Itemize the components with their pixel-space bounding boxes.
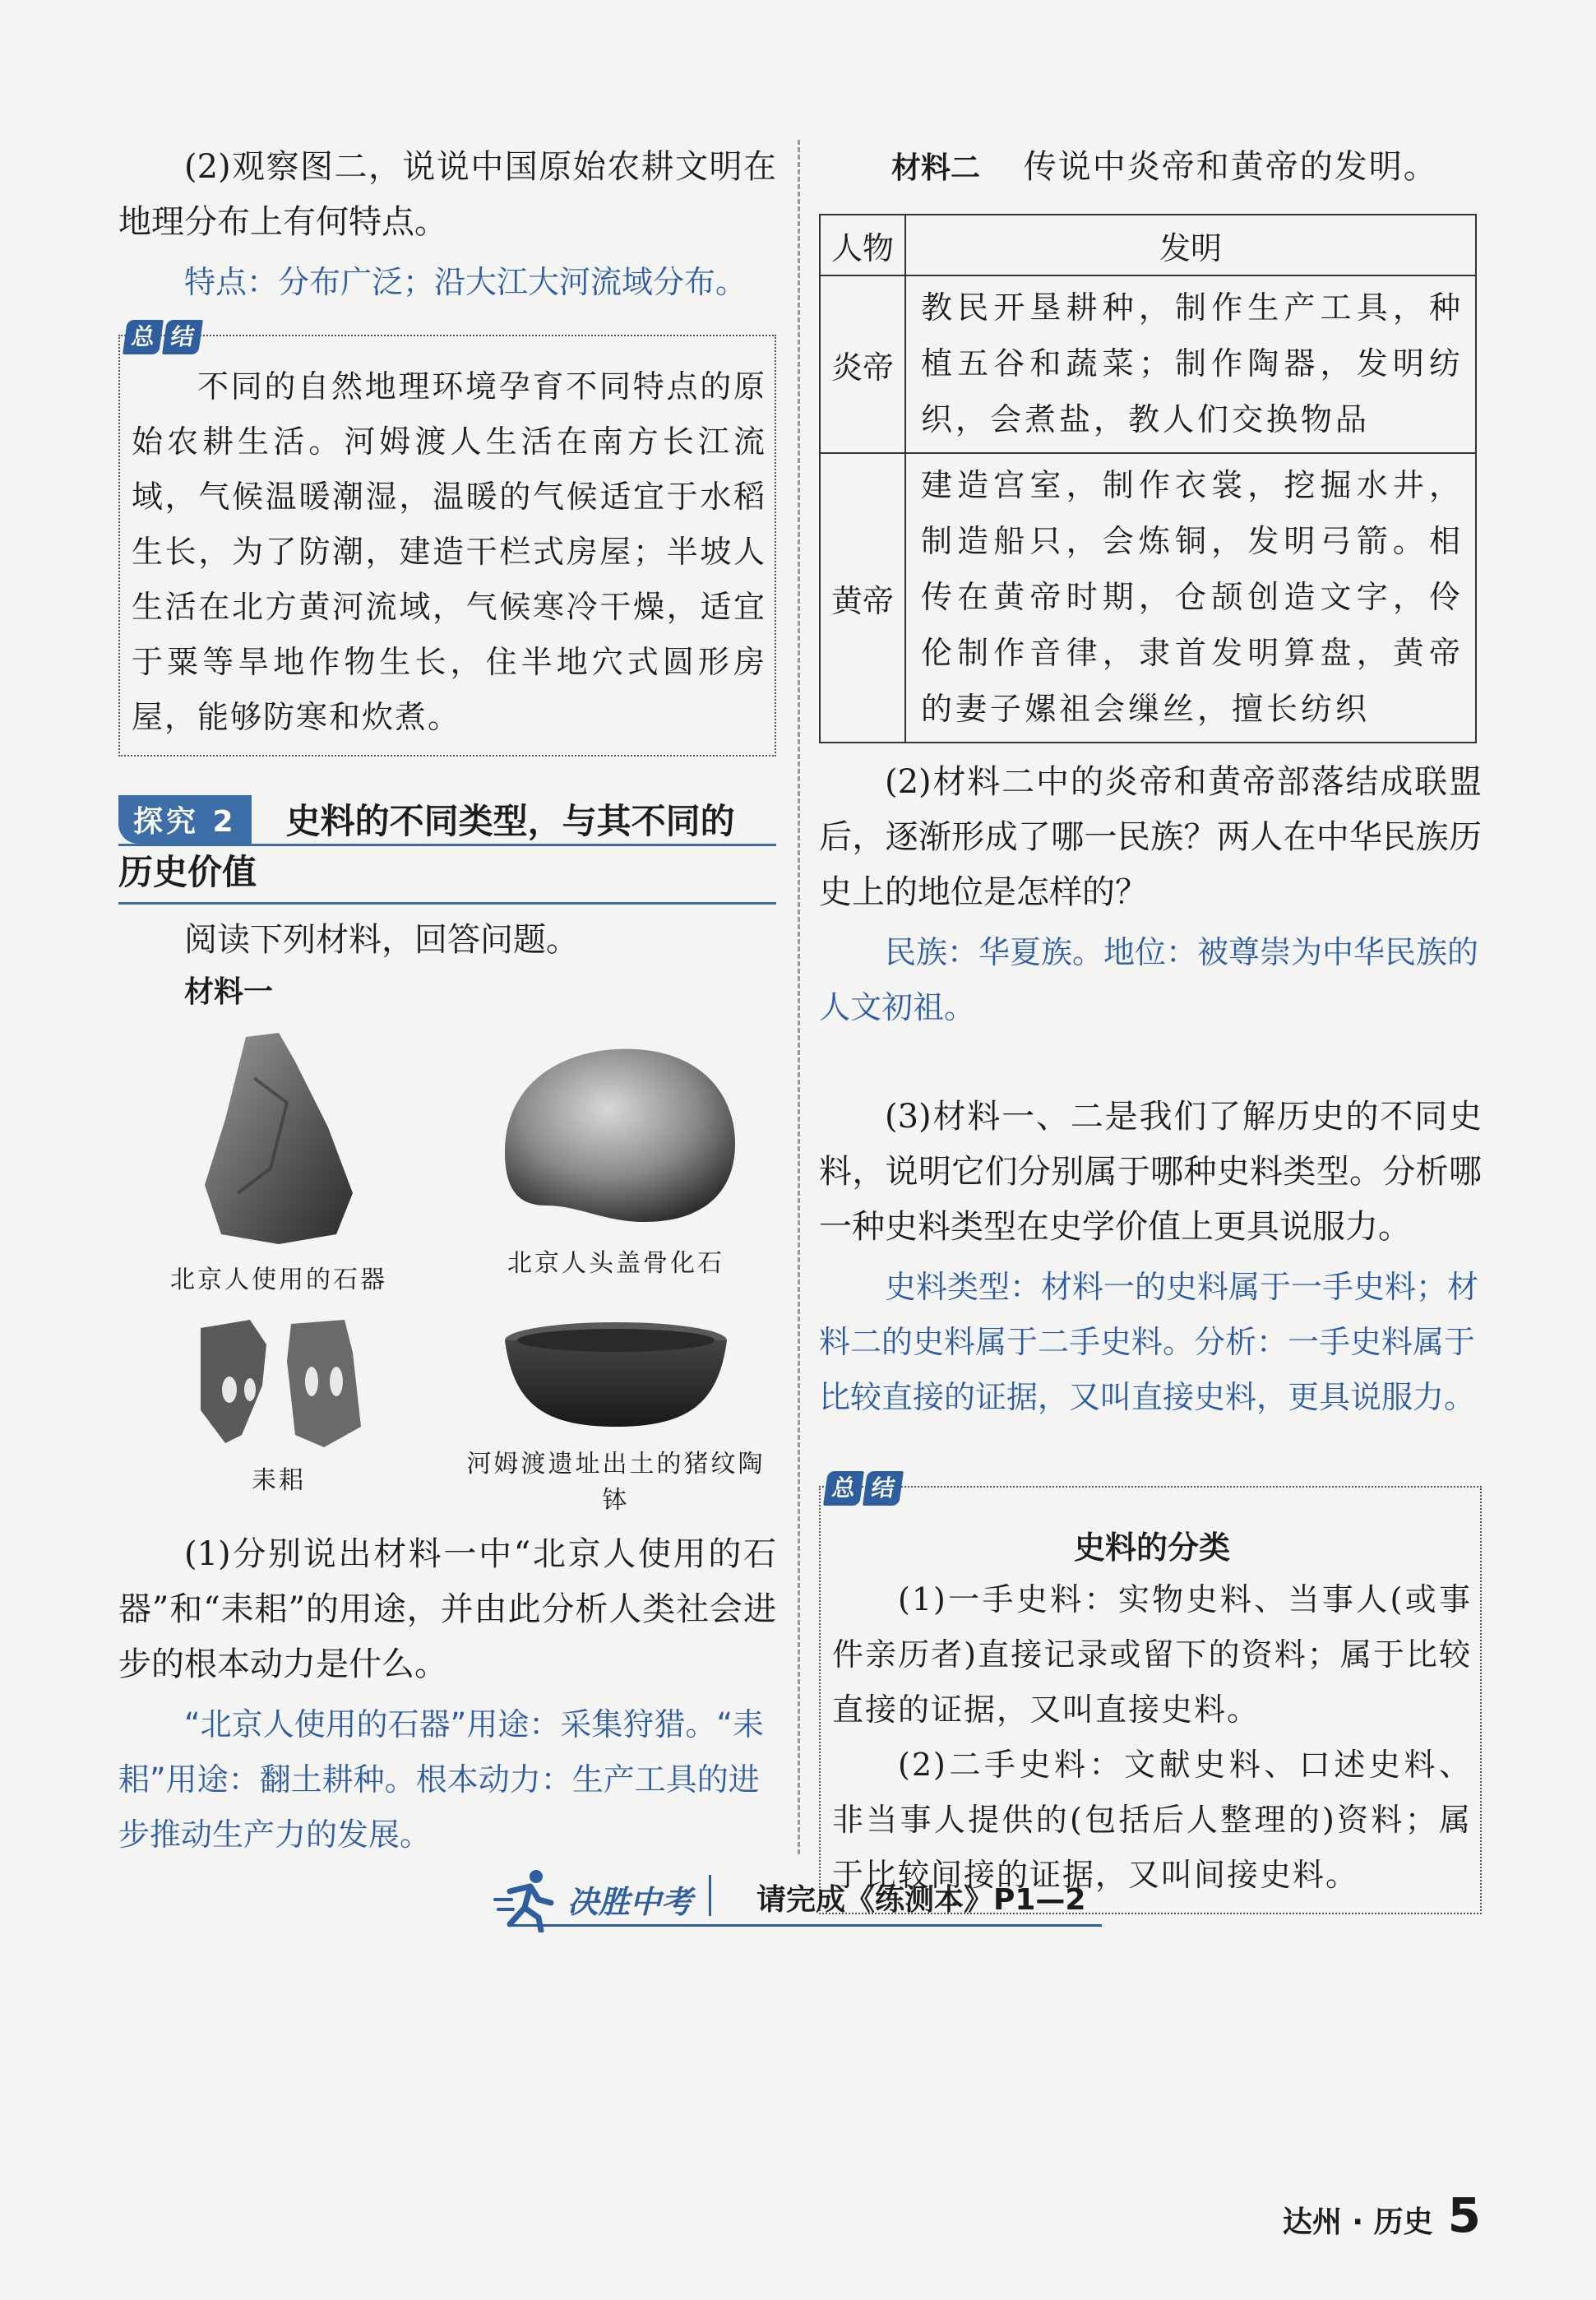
material-2-heading [891,140,1482,196]
pottery-bowl-icon [493,1312,739,1435]
figure-caption: 北京人头盖骨化石 [507,1249,724,1278]
table-header-invention: 发明 [905,215,1476,275]
material-1-figures [118,1029,776,1516]
summary-item-2: (2)二手史料：文献史料、口述史料、非当事人提供的(包括后人整理的)资料；属于比较间接的证据，又叫间接史料。 [832,1747,1472,1893]
region-subject: 达州 · 历史 [1282,2205,1433,2239]
question-3-answer: 史料类型：材料一的史料属于一手史料；材料二的史料属于二手史料。分析：一手史料属于比较直接的证据，又叫直接史料，更具说服力。 [819,1269,1479,1415]
table-header-row [820,215,1476,275]
footer-banner [493,1867,1102,1941]
footer-underline [510,1924,1102,1927]
explore-header [118,794,776,844]
summary-box-2 [819,1474,1482,1914]
table-row [820,275,1476,453]
figure-caption: 北京人使用的石器 [170,1266,387,1294]
skull-fossil-icon [480,1029,752,1234]
footer-instruction: 请完成《练测本》P1—2 [756,1883,1086,1917]
table-cell-invention: 教民开垦耕种，制作生产工具，种植五谷和蔬菜；制作陶器，发明纺织，会煮盐，教人们交换物品 [905,275,1476,453]
page-number: 5 [1447,2187,1481,2243]
table-header-person: 人物 [820,215,905,275]
figure-caption: 耒耜 [252,1466,306,1495]
summary-tag [826,1471,901,1506]
question-1-answer: “北京人使用的石器”用途：采集狩猎。“耒耜”用途：翻土耕种。根本动力：生产工具的进步推动生产力的发展。 [118,1706,765,1853]
figure-skull-fossil [456,1029,776,1295]
right-column [819,140,1482,1914]
figure-leisi [118,1312,439,1516]
page-footer [1283,2187,1481,2243]
material-2-caption: 传说中炎帝和黄帝的发明。 [1023,148,1438,186]
explore-title-part1: 史料的不同类型，与其不同的 [285,801,735,841]
table-cell-person: 炎帝 [820,275,905,453]
summary-tag [125,320,201,354]
material-2-label: 材料二 [891,151,981,185]
summary-text-1: 不同的自然地理环境孕育不同特点的原始农耕生活。河姆渡人生活在南方长江流域，气候温暖潮湿，温暖的气候适宜于水稻生长，为了防潮，建造干栏式房屋；半坡人生活在北方黄河流域，气候寒冷干燥，适宜于粟等旱地作物生长，住半地穴式圆形房屋，能够防寒和炊煮。 [132,368,766,735]
runner-icon [493,1867,559,1932]
table-row [820,453,1476,743]
stone-tool-icon [188,1029,369,1251]
figure-pottery-bowl [456,1312,776,1516]
question-2-text: (2)观察图二，说说中国原始农耕文明在地理分布上有何特点。 [118,148,776,241]
footer-separator [709,1875,711,1916]
question-2-right-answer: 民族：华夏族。地位：被尊崇为中华民族的人文初祖。 [819,934,1479,1025]
footer-brand: 决胜中考 [567,1884,693,1920]
leisi-tool-icon [184,1312,373,1451]
material-1-label: 材料一 [184,975,274,1009]
summary-tag-char-1: 总 [823,1471,864,1506]
summary-item-1: (1)一手史料：实物史料、当事人(或事件亲历者)直接记录或留下的资料；属于比较直接的证据，又叫直接史料。 [832,1581,1472,1728]
explore-badge: 探究 2 [118,795,252,844]
read-prompt: 阅读下列材料，回答问题。 [184,921,579,959]
question-1-text: (1)分别说出材料一中“北京人使用的石器”和“耒耜”的用途，并由此分析人类社会进步的根本动力是什么。 [118,1535,776,1683]
column-divider [798,140,800,1854]
question-2-answer: 特点：分布广泛；沿大江大河流域分布。 [184,264,747,300]
figure-caption: 河姆渡遗址出土的猪纹陶钵 [466,1450,766,1515]
summary-box-1 [118,323,776,757]
question-3-text: (3)材料一、二是我们了解历史的不同史料，说明它们分别属于哪种史料类型。分析哪一种史料类型在史学价值上更具说服力。 [819,1098,1482,1246]
summary-tag-char-1: 总 [123,320,164,354]
question-2-right-text: (2)材料二中的炎帝和黄帝部落结成联盟后，逐渐形成了哪一民族？两人在中华民族历史上的地位是怎样的？ [819,763,1482,911]
summary-title: 史料的分类 [1073,1529,1230,1566]
figure-stone-tool [118,1029,439,1295]
summary-tag-char-2: 结 [863,1471,904,1506]
summary-tag-char-2: 结 [162,320,203,354]
inventions-table [819,214,1477,743]
table-cell-invention: 建造宫室，制作衣裳，挖掘水井，制造船只，会炼铜，发明弓箭。相传在黄帝时期，仓颉创造文字，伶伦制作音律，隶首发明算盘，黄帝的妻子嫘祖会缫丝，擅长纺织 [905,453,1476,743]
table-cell-person: 黄帝 [820,453,905,743]
explore-title-part2: 历史价值 [118,846,776,905]
left-column [118,140,776,1863]
